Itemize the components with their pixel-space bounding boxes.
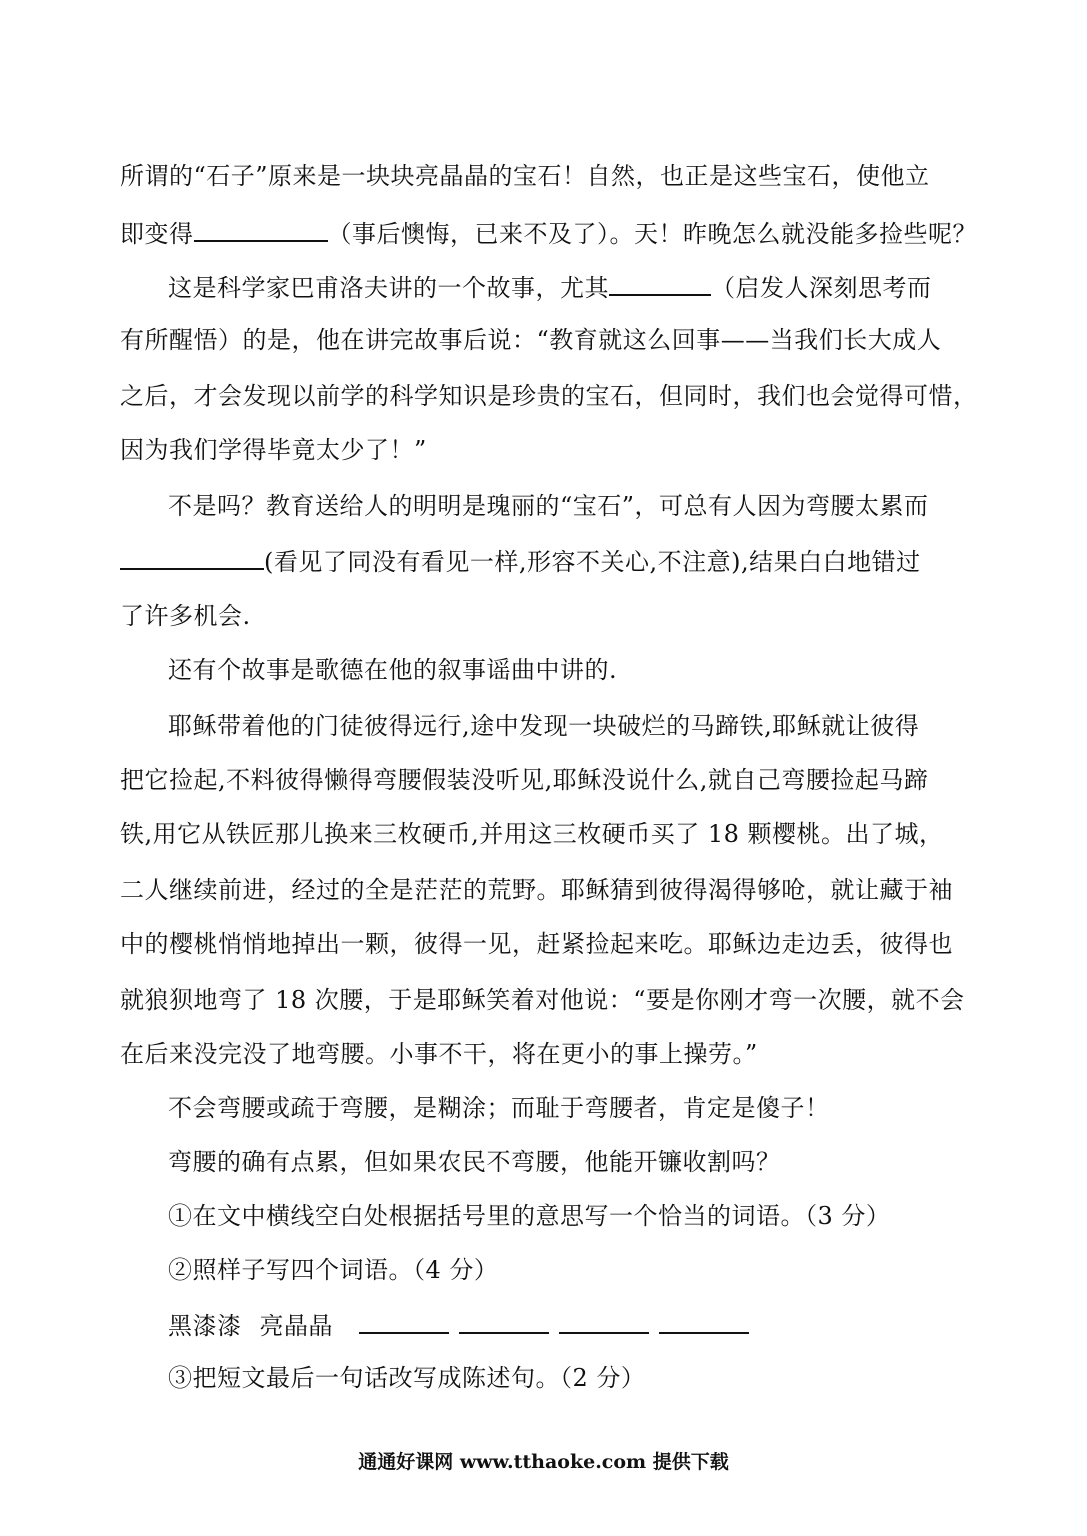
passage-line xyxy=(120,600,251,632)
answer-blank xyxy=(559,1308,649,1334)
sample-word: 亮晶晶 xyxy=(259,1312,333,1340)
passage-line xyxy=(120,874,953,906)
passage-line xyxy=(120,160,930,192)
passage-line xyxy=(120,1038,758,1070)
fill-in-blank xyxy=(120,544,264,570)
passage-text: （事后懊悔，已来不及了）。天！昨晚怎么就没能多捡些呢？ xyxy=(327,220,977,248)
passage-line xyxy=(120,544,921,578)
passage-line xyxy=(120,984,965,1016)
passage-line xyxy=(120,818,944,850)
passage-text: 中的樱桃悄悄地掉出一颗，彼得一见，赶紧捡起来吃。耶稣边走边丢，彼得也 xyxy=(120,930,953,958)
passage-text: 在后来没完没了地弯腰。小事不干，将在更小的事上操劳。” xyxy=(120,1040,758,1068)
passage-line xyxy=(120,216,977,250)
question-text: ②照样子写四个词语。（4 分） xyxy=(168,1256,499,1284)
question-text: ③把短文最后一句话改写成陈述句。（2 分） xyxy=(168,1364,646,1392)
passage-line xyxy=(120,434,427,466)
passage-text: 弯腰的确有点累，但如果农民不弯腰，他能开镰收割吗？ xyxy=(168,1148,781,1176)
passage-text: 了许多机会. xyxy=(120,602,251,630)
passage-text: 把它捡起,不料彼得懒得弯腰假装没听见,耶稣没说什么,就自己弯腰捡起马蹄 xyxy=(120,766,929,794)
passage-text: (看见了同没有看见一样,形容不关心,不注意),结果白白地错过 xyxy=(264,548,921,576)
footer-text: 通通好课网 www.tthaoke.com 提供下载 xyxy=(358,1451,729,1473)
passage-text: 二人继续前进，经过的全是茫茫的荒野。耶稣猜到彼得渴得够呛，就让藏于袖 xyxy=(120,876,953,904)
fill-in-blank xyxy=(194,216,328,242)
answer-blank xyxy=(459,1308,549,1334)
passage-line xyxy=(120,380,978,412)
answer-blank xyxy=(359,1308,449,1334)
passage-text: 不是吗？教育送给人的明明是瑰丽的“宝石”，可总有人因为弯腰太累而 xyxy=(168,492,929,520)
fill-in-blank xyxy=(609,270,711,296)
passage-text: 不会弯腰或疏于弯腰，是糊涂；而耻于弯腰者，肯定是傻子！ xyxy=(168,1094,830,1122)
question-3 xyxy=(168,1362,645,1394)
passage-text: 因为我们学得毕竟太少了！” xyxy=(120,436,427,464)
passage-text: （启发人深刻思考而 xyxy=(711,274,932,302)
sample-word: 黑漆漆 xyxy=(168,1312,242,1340)
passage-line xyxy=(120,324,941,356)
passage-text: 就狼狈地弯了 18 次腰，于是耶稣笑着对他说：“要是你刚才弯一次腰，就不会 xyxy=(120,986,965,1014)
answer-blank xyxy=(659,1308,749,1334)
passage-text: 耶稣带着他的门徒彼得远行,途中发现一块破烂的马蹄铁,耶稣就让彼得 xyxy=(168,712,920,740)
passage-line xyxy=(120,928,953,960)
passage-line xyxy=(120,764,928,796)
passage-line xyxy=(168,270,932,304)
passage-text: 之后，才会发现以前学的科学知识是珍贵的宝石，但同时，我们也会觉得可惜， xyxy=(120,382,978,410)
passage-line xyxy=(168,654,617,686)
footer-credit xyxy=(0,1448,1087,1476)
passage-line xyxy=(168,1092,830,1124)
passage-line xyxy=(168,490,929,522)
question-1 xyxy=(168,1200,890,1232)
question-2 xyxy=(168,1254,498,1286)
passage-text: 这是科学家巴甫洛夫讲的一个故事，尤其 xyxy=(168,274,609,302)
passage-line xyxy=(168,1146,781,1178)
passage-line xyxy=(168,710,919,742)
passage-text: 有所醒悟）的是，他在讲完故事后说：“教育就这么回事——当我们长大成人 xyxy=(120,326,942,354)
sample-words-row xyxy=(168,1308,759,1342)
passage-text: 铁,用它从铁匠那儿换来三枚硬币,并用这三枚硬币买了 18 颗樱桃。出了城， xyxy=(120,820,944,848)
passage-text: 即变得 xyxy=(120,220,194,248)
question-text: ①在文中横线空白处根据括号里的意思写一个恰当的词语。（3 分） xyxy=(168,1202,891,1230)
passage-text: 还有个故事是歌德在他的叙事谣曲中讲的. xyxy=(168,656,618,684)
passage-text: 所谓的“石子”原来是一块块亮晶晶的宝石！自然，也正是这些宝石，使他立 xyxy=(120,162,930,190)
